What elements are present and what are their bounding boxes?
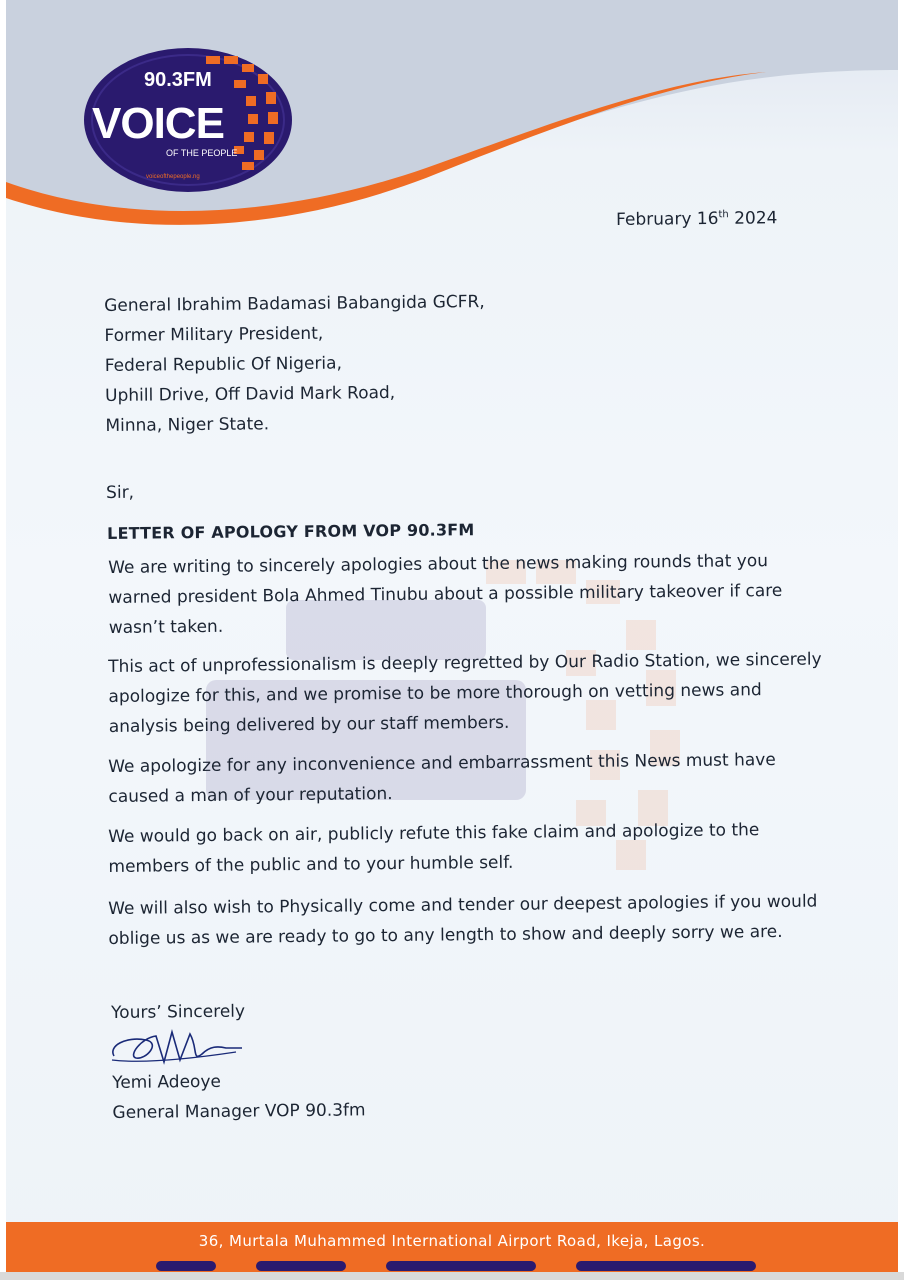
svg-text:VOICE: VOICE [92, 99, 224, 148]
letter-date [616, 206, 778, 233]
signer-name: Yemi Adeoye [112, 1071, 222, 1093]
address-line: Former Military President, [104, 323, 324, 346]
svg-text:OF THE PEOPLE: OF THE PEOPLE [166, 148, 238, 158]
body-paragraph: We apologize for any inconvenience and embarrassment this News must have caused a man of your reputation. [108, 750, 776, 807]
body-paragraph: We would go back on air, publicly refute this fake claim and apologize to the members of the public and to your humble self. [108, 820, 760, 877]
date-year: 2024 [734, 208, 778, 229]
phone-icon [256, 1261, 346, 1271]
image-bottom-border [0, 1272, 904, 1280]
address-line: Federal Republic Of Nigeria, [104, 353, 343, 376]
signer-title: General Manager VOP 90.3fm [112, 1100, 366, 1123]
letter-page [6, 0, 898, 1272]
address-line: General Ibrahim Badamasi Babangida GCFR, [104, 292, 485, 316]
body-paragraph: We will also wish to Physically come and tender our deepest apologies if you would oblige us as we are ready to go to any length to show and deeply sorry we are. [108, 891, 818, 949]
salutation: Sir, [106, 482, 135, 503]
footer-address: 36, Murtala Muhammed International Airport Road, Ikeja, Lagos. [198, 1232, 706, 1250]
body-paragraph: We are writing to sincerely apologies about the news making rounds that you warned president Bola Ahmed Tinubu about a possible military takeover if care wasn’t taken. [108, 551, 783, 638]
closing: Yours’ Sincerely [111, 1001, 246, 1023]
body-paragraph: This act of unprofessionalism is deeply regretted by Our Radio Station, we sincerely apologize for this, and we promise to be more thorough on vetting news and analysis being delivered by our staff members. [108, 649, 822, 737]
footer-contact-icons [156, 1259, 756, 1272]
svg-text:voiceofthepeople.ng: voiceofthepeople.ng [146, 174, 200, 180]
address-line: Uphill Drive, Off David Mark Road, [104, 382, 396, 406]
mail-icon [576, 1261, 756, 1271]
voice-fm-logo [84, 42, 298, 196]
date-day: February 16 [616, 208, 719, 230]
svg-text:90.3FM: 90.3FM [144, 69, 212, 91]
address-line: Minna, Niger State. [105, 414, 270, 436]
social-icons [156, 1261, 216, 1271]
call-icon [386, 1261, 536, 1271]
recipient-address [104, 287, 486, 441]
letter-subject: LETTER OF APOLOGY FROM VOP 90.3FM [107, 520, 475, 543]
signer-block [112, 1065, 366, 1128]
date-suffix: th [718, 209, 729, 221]
